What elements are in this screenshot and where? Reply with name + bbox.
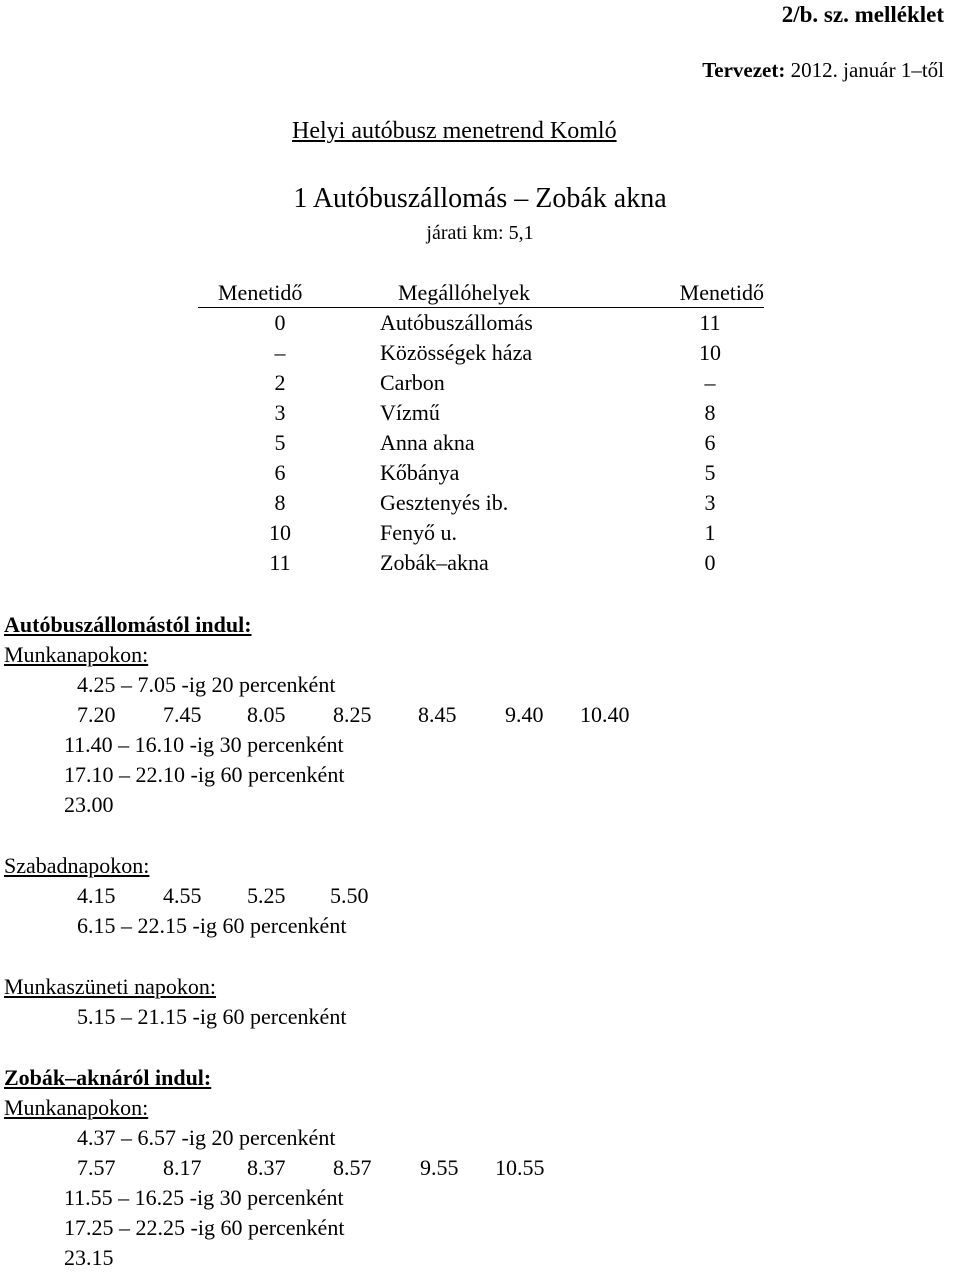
departure-time: 5.50 xyxy=(330,883,369,908)
saturdays-label: Szabadnapokon: xyxy=(4,853,150,878)
times-row xyxy=(0,883,960,913)
stop-name: Fenyő u. xyxy=(380,520,457,545)
departure-time: 8.45 xyxy=(418,702,457,727)
route-km: járati km: 5,1 xyxy=(426,222,534,244)
schedule-line: 23.15 xyxy=(64,1245,114,1270)
departure-time: 7.57 xyxy=(77,1155,116,1180)
stop-name: Autóbuszállomás xyxy=(380,310,533,335)
runtime-back: 10 xyxy=(699,340,721,365)
draft-date: 2012. január 1–től xyxy=(790,58,944,82)
table-row xyxy=(0,370,960,400)
departure-time: 10.40 xyxy=(580,702,630,727)
schedule-line: 4.25 – 7.05 -ig 20 percenként xyxy=(77,672,336,697)
schedule-line: 11.40 – 16.10 -ig 30 percenként xyxy=(64,732,344,757)
annex-label: 2/b. sz. melléklet xyxy=(781,2,944,27)
runtime-out: 11 xyxy=(269,550,291,575)
table-row xyxy=(0,490,960,520)
stop-name: Carbon xyxy=(380,370,445,395)
schedule-line: 6.15 – 22.15 -ig 60 percenként xyxy=(77,913,347,938)
stop-name: Zobák–akna xyxy=(380,550,489,575)
runtime-out: 3 xyxy=(274,400,286,425)
header-runtime-back: Menetidő xyxy=(679,280,764,305)
runtime-out: 2 xyxy=(274,370,286,395)
stop-name: Anna akna xyxy=(380,430,475,455)
section-title-from-zobak: Zobák–aknáról indul: xyxy=(4,1065,212,1090)
runtime-out: 0 xyxy=(274,310,286,335)
table-row xyxy=(0,550,960,580)
schedule-line: 23.00 xyxy=(64,792,114,817)
departure-time: 8.17 xyxy=(163,1155,202,1180)
runtime-back: – xyxy=(704,370,716,395)
workdays-label: Munkanapokon: xyxy=(4,642,149,667)
workdays-label: Munkanapokon: xyxy=(4,1095,149,1120)
runtime-out: 6 xyxy=(274,460,286,485)
schedule-line: 4.37 – 6.57 -ig 20 percenként xyxy=(77,1125,336,1150)
runtime-out: 10 xyxy=(269,520,291,545)
runtime-back: 8 xyxy=(704,400,716,425)
holidays-label: Munkaszüneti napokon: xyxy=(4,974,217,999)
runtime-back: 3 xyxy=(704,490,716,515)
page-title: Helyi autóbusz menetrend Komló xyxy=(292,118,617,144)
runtime-back: 1 xyxy=(704,520,716,545)
departure-time: 10.55 xyxy=(495,1155,545,1180)
table-row xyxy=(0,400,960,430)
schedule-line: 11.55 – 16.25 -ig 30 percenként xyxy=(64,1185,344,1210)
departure-time: 8.25 xyxy=(333,702,372,727)
table-row xyxy=(0,520,960,550)
stop-name: Vízmű xyxy=(380,400,440,425)
draft-label: Tervezet: xyxy=(702,58,786,82)
table-row xyxy=(0,430,960,460)
departure-time: 5.25 xyxy=(247,883,286,908)
runtime-out: 5 xyxy=(274,430,286,455)
schedule-line: 17.25 – 22.25 -ig 60 percenként xyxy=(64,1215,345,1240)
departure-time: 4.55 xyxy=(163,883,202,908)
stop-name: Közösségek háza xyxy=(380,340,533,365)
stop-name: Kőbánya xyxy=(380,460,460,485)
departure-time: 7.45 xyxy=(163,702,202,727)
runtime-back: 0 xyxy=(704,550,716,575)
table-row xyxy=(0,460,960,490)
section-title-from-station: Autóbuszállomástól indul: xyxy=(4,612,252,637)
departure-time: 9.55 xyxy=(420,1155,459,1180)
departure-time: 7.20 xyxy=(77,702,116,727)
schedule-line: 5.15 – 21.15 -ig 60 percenként xyxy=(77,1004,347,1029)
stops-table-header xyxy=(198,280,764,308)
runtime-back: 6 xyxy=(704,430,716,455)
departure-time: 9.40 xyxy=(505,702,544,727)
schedule-line: 17.10 – 22.10 -ig 60 percenként xyxy=(64,762,345,787)
runtime-out: – xyxy=(274,340,286,365)
runtime-back: 5 xyxy=(704,460,716,485)
runtime-out: 8 xyxy=(274,490,286,515)
times-row xyxy=(0,1155,960,1185)
table-row xyxy=(0,310,960,340)
departure-time: 8.37 xyxy=(247,1155,286,1180)
stop-name: Gesztenyés ib. xyxy=(380,490,509,515)
draft-line xyxy=(702,58,944,83)
times-row xyxy=(0,702,960,732)
header-stops: Megállóhelyek xyxy=(398,280,530,305)
table-row xyxy=(0,340,960,370)
header-runtime-out: Menetidő xyxy=(218,280,303,305)
route-title: 1 Autóbuszállomás – Zobák akna xyxy=(293,183,667,214)
departure-time: 8.57 xyxy=(333,1155,372,1180)
departure-time: 8.05 xyxy=(247,702,286,727)
departure-time: 4.15 xyxy=(77,883,116,908)
runtime-back: 11 xyxy=(699,310,721,335)
